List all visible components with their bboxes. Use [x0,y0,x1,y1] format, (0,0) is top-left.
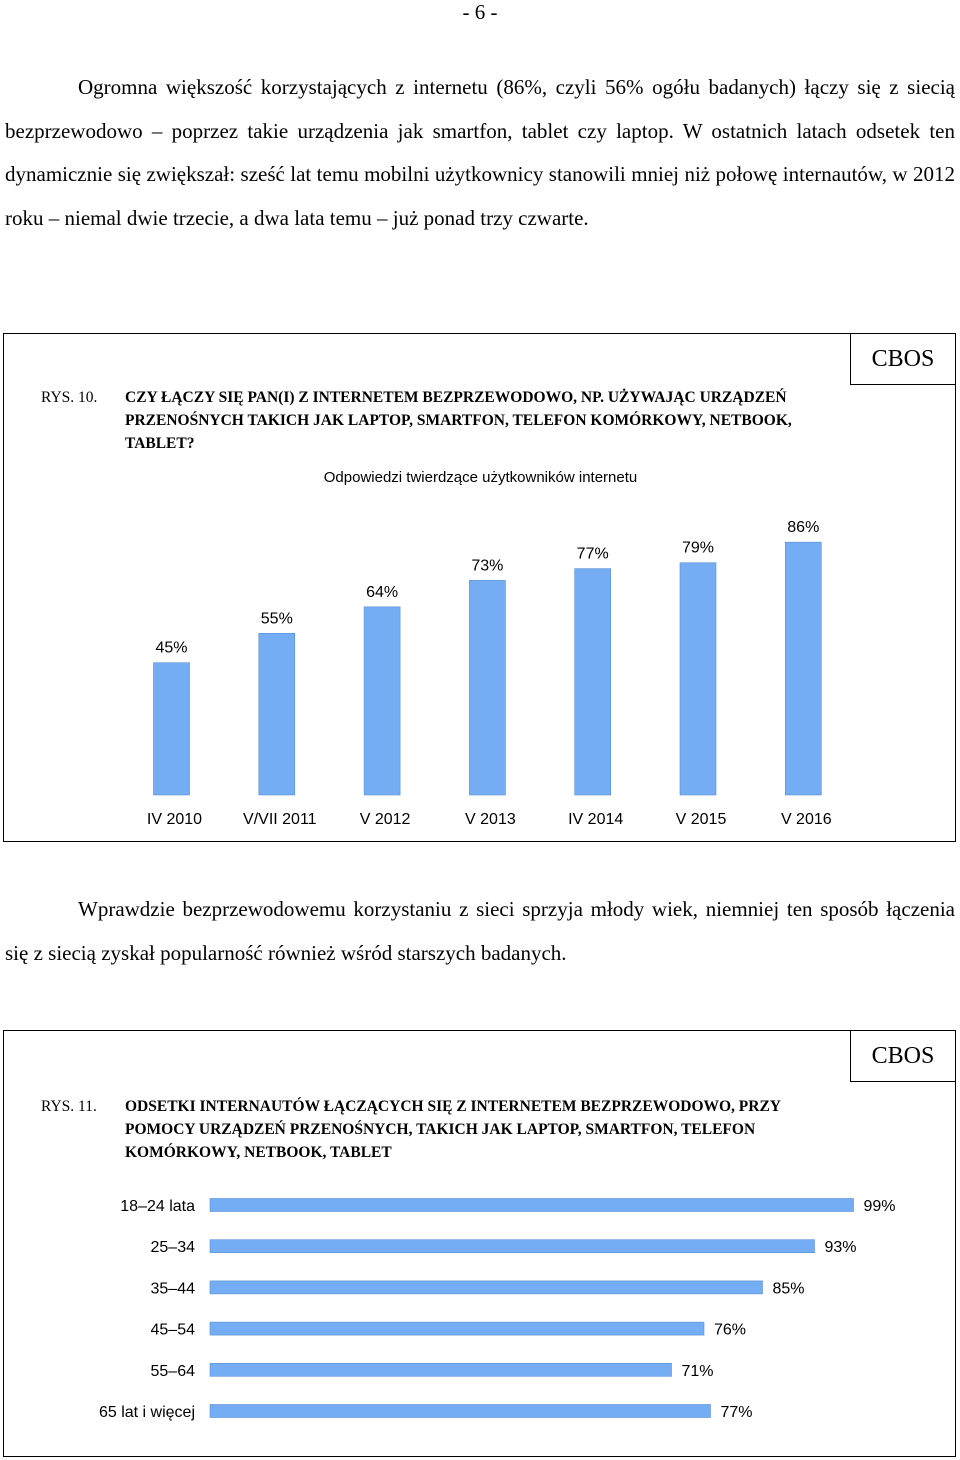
category-label: V 2016 [780,811,832,828]
figure-11-title: ODSETKI INTERNAUTÓW ŁĄCZĄCYCH SIĘ Z INTERNETEM BEZPRZEWODOWO, PRZY POMOCY URZĄDZEŃ PRZENOŚNYCH, TAKICH JAK LAPTOP, SMARTFON, TELEFON KOMÓRKOWY, NETBOOK, TABLET [125,1098,781,1161]
figure-11-label: RYS. 11. [41,1098,97,1115]
cbos-source-badge: CBOS [850,333,956,385]
bar-value-label: 77% [576,545,609,563]
figure-10 [3,333,956,842]
figure-11 [3,1030,956,1457]
category-label: V/VII 2011 [243,811,317,828]
category-label: IV 2014 [568,811,624,828]
hbar-0 [210,1199,854,1212]
figure-11-bar-chart [4,1031,955,1456]
bar-value-label: 85% [772,1280,805,1298]
figure-10-bar-chart [4,334,955,841]
bar-v-2016 [785,542,821,795]
category-label: 55–64 [150,1362,195,1380]
bar-value-label: 71% [681,1362,714,1380]
page-number: - 6 - [462,0,498,24]
hbar-3 [210,1322,704,1335]
bar-v-2015 [680,563,716,795]
bar-value-label: 55% [260,610,293,628]
category-label: V 2012 [359,811,411,828]
bar-value-label: 64% [366,583,399,601]
figure-10-label: RYS. 10. [41,389,98,406]
category-label: IV 2010 [146,811,203,828]
figure-10-subtitle: Odpowiedzi twierdzące użytkowników internetu [323,469,638,486]
hbar-5 [210,1405,711,1418]
bar-v-2013 [469,580,505,795]
category-label: 65 lat i więcej [98,1404,195,1421]
hbar-4 [210,1363,672,1376]
category-label: 35–44 [150,1280,195,1298]
figure-10-title: CZY ŁĄCZY SIĘ PAN(I) Z INTERNETEM BEZPRZEWODOWO, NP. UŻYWAJĄC URZĄDZEŃ PRZENOŚNYCH TAKICH JAK LAPTOP, SMARTFON, TELEFON KOMÓRKOWY, NETBOOK, TABLET? [125,389,792,452]
bar-value-label: 93% [824,1239,857,1257]
bar-value-label: 86% [787,519,820,537]
category-label: V 2013 [465,811,516,828]
hbar-2 [210,1281,763,1294]
paragraph-age: Wprawdzie bezprzewodowemu korzystaniu z sieci sprzyja młody wiek, niemniej ten sposób łączenia się z siecią zyskał popularność również wśród starszych badanych. [5,897,955,965]
cbos-source-badge: CBOS [850,1030,956,1082]
bar-value-label: 45% [155,639,188,657]
bar-value-label: 73% [471,557,504,575]
bar-value-label: 79% [681,539,715,557]
hbar-1 [210,1240,815,1253]
bar-v-vii-2011 [259,633,295,795]
bar-value-label: 77% [720,1404,753,1421]
category-label: 45–54 [150,1321,195,1339]
category-label: V 2015 [675,811,727,828]
paragraph-intro: Ogromna większość korzystających z internetu (86%, czyli 56% ogółu badanych) łączy się z siecią bezprzewodowo – poprzez takie urządzenia jak smartfon, tablet czy laptop. W ostatnich latach odsetek ten dynamicznie się zwiększał: sześć lat temu mobilni użytkownicy stanowili mniej niż połowę internautów, w 2012 roku – niemal dwie trzecie, a dwa lata temu – już ponad trzy czwarte. [5,75,955,230]
bar-value-label: 76% [714,1321,747,1339]
bar-iv-2010 [154,663,190,795]
category-label: 25–34 [150,1239,195,1257]
bar-iv-2014 [575,569,611,795]
bar-value-label: 99% [863,1198,896,1215]
category-label: 18–24 lata [120,1198,195,1215]
bar-v-2012 [364,607,400,795]
